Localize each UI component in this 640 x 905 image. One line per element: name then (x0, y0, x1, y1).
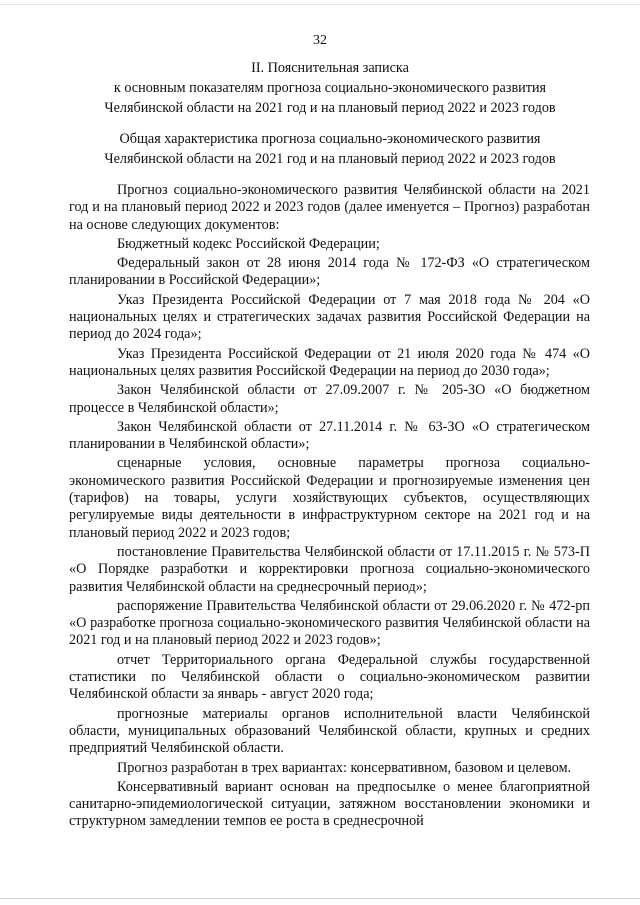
section-title-line-2: к основным показателям прогноза социально-экономического развития (113, 80, 547, 96)
page-number: 32 (313, 33, 327, 48)
paragraph-decree-474: Указ Президента Российской Федерации от 21 июля 2020 года № 474 «О национальных целях развития Российской Федерации на период до 2030 года»; (69, 345, 590, 379)
paragraph-law-205: Закон Челябинской области от 27.09.2007 г. № 205-ЗО «О бюджетном процессе в Челябинской области»; (69, 382, 590, 416)
paragraph-forecast-materials: прогнозные материалы органов исполнительной власти Челябинской области, муниципальных образований Челябинской области, крупных и средних предприятий Челябинской области. (69, 705, 590, 757)
paragraph-decree-204: Указ Президента Российской Федерации от 7 мая 2018 года № 204 «О национальных целях и стратегических задачах развития Российской Федерации на период до 2024 года»; (69, 291, 590, 343)
paragraph-resolution-573: постановление Правительства Челябинской области от 17.11.2015 г. № 573-П «О Порядке разработки и корректировки прогноза социально-экономического развития Челябинской области на среднесрочный период»; (69, 543, 590, 595)
section-title (60, 58, 600, 118)
paragraph-variants: Прогноз разработан в трех вариантах: консервативном, базовом и целевом. (117, 759, 572, 776)
section-title-line-1: II. Пояснительная записка (251, 60, 409, 76)
paragraph-order-472: распоряжение Правительства Челябинской области от 29.06.2020 г. № 472-рп «О разработке прогноза социально-экономического развития Челябинской области на 2021 год и на плановый период 2022 и 2023 годов»; (69, 597, 590, 649)
paragraph-budget-code: Бюджетный кодекс Российской Федерации; (117, 235, 380, 252)
paragraph-scenario-conditions: сценарные условия, основные параметры прогноза социально-экономического развития Российской Федерации и прогнозируемые изменения цен (тарифов) на товары, услуги хозяйствующих субъектов, осуществляющих регулируемые виды деятельности в инфраструктурном секторе на 2021 год и на плановый период 2022 и 2023 годов; (69, 455, 590, 541)
document-body (69, 182, 590, 833)
section-subtitle-line-2: Челябинской области на 2021 год и на плановый период 2022 и 2023 годов (104, 151, 556, 167)
paragraph-intro: Прогноз социально-экономического развития Челябинской области на 2021 год и на плановый период 2022 и 2023 годов (далее именуется – Прогноз) разработан на основе следующих документов: (69, 182, 590, 233)
paragraph-law-63: Закон Челябинской области от 27.11.2014 г. № 63-ЗО «О стратегическом планировании в Челябинской области»; (69, 418, 590, 453)
scan-edge-bottom (0, 898, 640, 899)
section-subtitle (60, 129, 600, 169)
paragraph-conservative-variant: Консервативный вариант основан на предпосылке о менее благоприятной санитарно-эпидемиологической ситуации, затяжном восстановлении экономики и структурном замедлении темпов ее роста в среднесрочной (69, 778, 590, 830)
paragraph-statistics-report: отчет Территориального органа Федеральной службы государственной статистики по Челябинской области о социально-экономическом развитии Челябинской области за январь - август 2020 года; (69, 651, 590, 703)
section-title-line-3: Челябинской области на 2021 год и на плановый период 2022 и 2023 годов (104, 100, 556, 116)
paragraph-federal-law-172: Федеральный закон от 28 июня 2014 года № 172-ФЗ «О стратегическом планировании в Российской Федерации»; (69, 255, 590, 289)
section-subtitle-line-1: Общая характеристика прогноза социально-экономического развития (119, 131, 541, 147)
scan-edge-top (0, 4, 640, 5)
